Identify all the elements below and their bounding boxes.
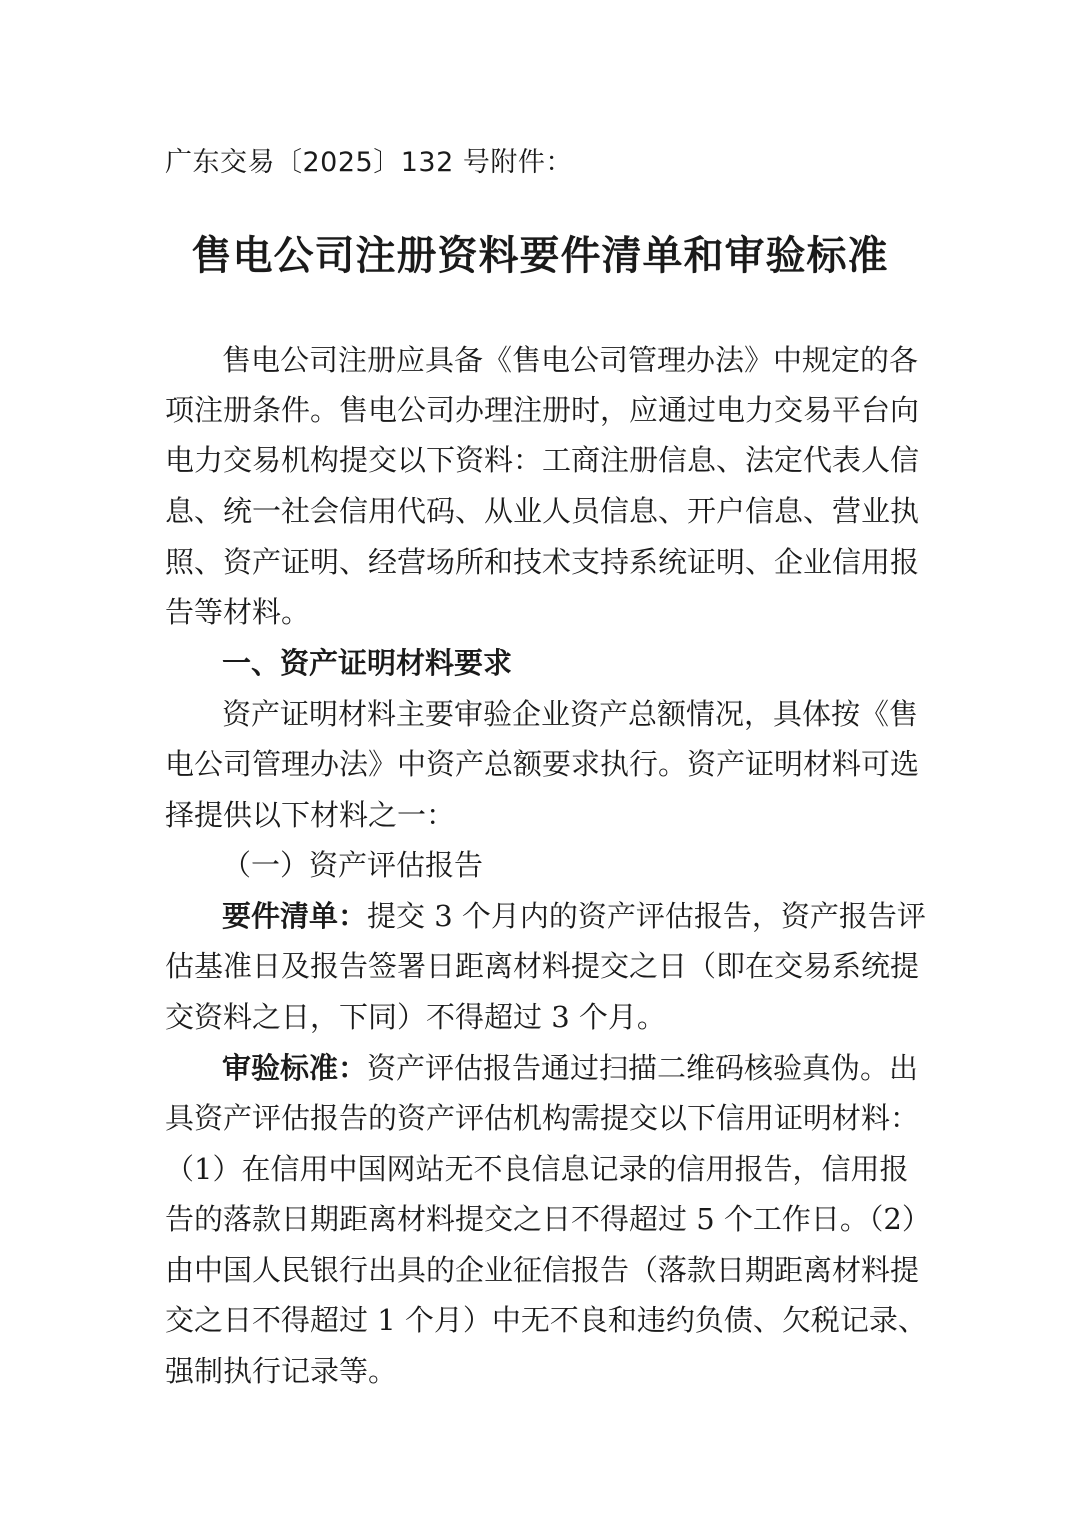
requirements-line: 交资料之日，下同）不得超过 3 个月。 xyxy=(165,1000,666,1034)
standard-line: 交之日不得超过 1 个月）中无不良和违约负债、欠税记录、 xyxy=(165,1303,927,1337)
document-reference: 广东交易〔2025〕132 号附件： xyxy=(165,147,573,178)
intro-line: 售电公司注册应具备《售电公司管理办法》中规定的各 xyxy=(222,343,919,377)
section-line: 择提供以下材料之一： xyxy=(165,798,456,832)
section-heading: 一、资产证明材料要求 xyxy=(222,646,513,680)
requirements-line xyxy=(222,896,926,936)
intro-line: 项注册条件。售电公司办理注册时，应通过电力交易平台向 xyxy=(165,393,920,427)
requirements-text: 提交 3 个月内的资产评估报告，资产报告评 xyxy=(367,899,926,933)
intro-line: 告等材料。 xyxy=(165,595,311,629)
intro-line: 息、统一社会信用代码、从业人员信息、开户信息、营业执 xyxy=(165,494,920,528)
requirements-line: 估基准日及报告签署日距离材料提交之日（即在交易系统提 xyxy=(165,949,920,983)
standard-text: 资产评估报告通过扫描二维码核验真伪。出 xyxy=(367,1051,919,1085)
standard-line xyxy=(222,1048,918,1088)
intro-line: 电力交易机构提交以下资料：工商注册信息、法定代表人信 xyxy=(165,443,920,477)
subsection-heading: （一）资产评估报告 xyxy=(222,848,484,882)
standard-line: （1）在信用中国网站无不良信息记录的信用报告，信用报 xyxy=(165,1152,909,1186)
section-line: 电公司管理办法》中资产总额要求执行。资产证明材料可选 xyxy=(165,747,920,781)
document-title: 售电公司注册资料要件清单和审验标准 xyxy=(191,233,889,279)
requirements-label: 要件清单： xyxy=(222,899,368,933)
standard-line: 强制执行记录等。 xyxy=(165,1354,398,1388)
intro-line: 照、资产证明、经营场所和技术支持系统证明、企业信用报 xyxy=(165,545,920,579)
standard-line: 具资产评估报告的资产评估机构需提交以下信用证明材料： xyxy=(165,1101,920,1135)
section-line: 资产证明材料主要审验企业资产总额情况，具体按《售 xyxy=(222,697,919,731)
standard-label: 审验标准： xyxy=(222,1051,368,1085)
standard-line: 告的落款日期距离材料提交之日不得超过 5 个工作日。（2） xyxy=(165,1202,931,1236)
standard-line: 由中国人民银行出具的企业征信报告（落款日期距离材料提 xyxy=(165,1253,920,1287)
